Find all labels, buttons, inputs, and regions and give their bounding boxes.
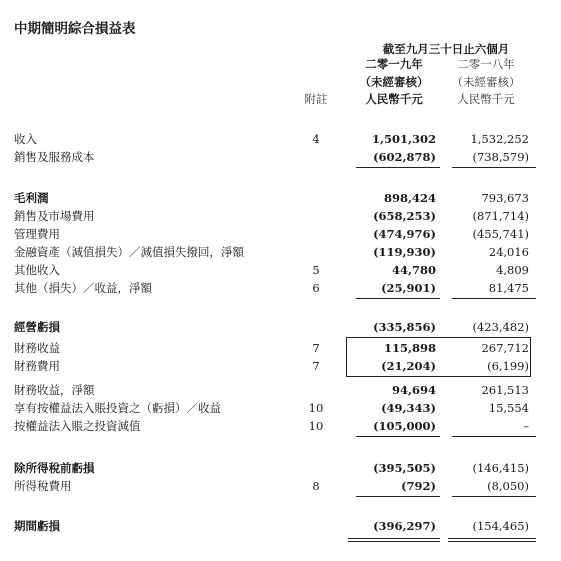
row-note: 10 [308, 401, 324, 415]
prior-unit: 人民幣千元 [457, 92, 515, 106]
table-row-income-tax [0, 477, 561, 495]
row-note: 4 [312, 132, 320, 146]
period-header: 截至九月三十日止六個月 [382, 42, 510, 56]
table-row-loss-before-tax [0, 459, 561, 477]
row-label: 財務費用 [14, 359, 60, 373]
table-row-finance-income [0, 339, 561, 357]
current-unit: 人民幣千元 [365, 92, 423, 106]
row-current-value: (474,976) [373, 227, 436, 241]
row-label: 按權益法入賬之投資減值 [14, 419, 141, 433]
table-row-net-finance-income [0, 381, 561, 399]
row-current-value: (21,204) [381, 359, 436, 373]
table-row-admin-expenses [0, 225, 561, 243]
row-label: 銷售及市場費用 [14, 209, 95, 223]
current-audit-status: （未經審核） [359, 74, 429, 89]
table-row-other-gains [0, 279, 561, 297]
table-row-loss-for-period [0, 517, 561, 535]
table-row-other-income [0, 261, 561, 279]
row-label: 財務收益 [14, 341, 60, 355]
row-prior-value: (146,415) [472, 461, 529, 475]
table-row-cost-of-sales [0, 148, 561, 166]
table-row-selling-expenses [0, 207, 561, 225]
row-prior-value: 1,532,252 [470, 132, 529, 146]
row-current-value: 115,898 [383, 341, 436, 355]
row-current-value: (395,505) [373, 461, 436, 475]
subtotal-rule-prior [452, 496, 536, 497]
double-underline-current-bottom [348, 541, 440, 542]
row-prior-value: 261,513 [481, 383, 529, 397]
subtotal-rule-prior [452, 298, 536, 299]
row-label: 管理費用 [14, 227, 60, 241]
row-label: 財務收益，淨額 [14, 383, 95, 397]
row-prior-value: (455,741) [472, 227, 529, 241]
row-prior-value: (6,199) [487, 359, 529, 373]
row-current-value: 1,501,302 [371, 132, 436, 146]
row-current-value: (602,878) [373, 150, 436, 164]
subtotal-rule-current [356, 167, 440, 168]
double-underline-prior-top [448, 538, 536, 539]
statement-title: 中期簡明綜合損益表 [14, 21, 136, 37]
row-prior-value: 81,475 [488, 281, 529, 295]
subtotal-rule-prior [452, 167, 536, 168]
row-label: 其他收入 [14, 263, 60, 277]
row-current-value: (49,343) [381, 401, 436, 415]
row-note: 7 [312, 341, 320, 355]
row-current-value: 898,424 [383, 191, 436, 205]
row-prior-value: 15,554 [488, 401, 529, 415]
table-row-investment-impairment [0, 417, 561, 435]
row-label: 銷售及服務成本 [14, 150, 95, 164]
row-label: 期間虧損 [14, 519, 60, 533]
table-row-share-of-associates [0, 399, 561, 417]
row-current-value: (25,901) [381, 281, 436, 295]
row-prior-value: (871,714) [472, 209, 529, 223]
subtotal-rule-current [356, 436, 440, 437]
double-underline-prior-bottom [448, 541, 536, 542]
subtotal-rule-current [356, 496, 440, 497]
row-note: 5 [312, 263, 320, 277]
table-row-finance-costs [0, 357, 561, 375]
row-current-value: (105,000) [373, 419, 436, 433]
row-label: 收入 [14, 132, 37, 146]
prior-year: 二零一八年 [457, 57, 515, 71]
row-label: 其他（損失）／收益，淨額 [14, 281, 152, 295]
row-label: 金融資產（減值損失）／減值損失撥回，淨額 [14, 245, 244, 259]
subtotal-rule-current [356, 298, 440, 299]
row-prior-value: (154,465) [472, 519, 529, 533]
double-underline-current-top [348, 538, 440, 539]
row-note: 7 [312, 359, 320, 373]
current-period-column-header [349, 56, 439, 109]
row-current-value: (119,930) [373, 245, 436, 259]
row-prior-value: 267,712 [481, 341, 529, 355]
row-prior-value: (423,482) [472, 320, 529, 334]
row-current-value: (396,297) [373, 519, 436, 533]
row-prior-value: 793,673 [481, 191, 529, 205]
subtotal-rule-prior [452, 436, 536, 437]
row-current-value: 44,780 [391, 263, 436, 277]
row-prior-value: (8,050) [487, 479, 529, 493]
row-prior-value: 24,016 [488, 245, 529, 259]
row-current-value: (335,856) [373, 320, 436, 334]
row-current-value: (792) [401, 479, 436, 493]
row-label: 所得稅費用 [14, 479, 72, 493]
current-year: 二零一九年 [365, 57, 423, 71]
row-label: 經營虧損 [14, 320, 60, 334]
row-note: 6 [312, 281, 320, 295]
prior-period-column-header [441, 56, 531, 109]
table-row-revenue [0, 130, 561, 148]
row-label: 毛利潤 [14, 191, 49, 205]
table-row-operating-loss [0, 318, 561, 336]
row-prior-value: – [523, 419, 529, 433]
row-label: 除所得稅前虧損 [14, 461, 95, 475]
row-prior-value: (738,579) [472, 150, 529, 164]
prior-audit-status: （未經審核） [451, 74, 521, 89]
row-current-value: 94,694 [391, 383, 436, 397]
table-row-gross-profit [0, 189, 561, 207]
table-row-impairment [0, 243, 561, 261]
row-label: 享有按權益法入賬投資之（虧損）／收益 [14, 401, 221, 415]
note-column-header: 附註 [304, 92, 328, 106]
row-note: 8 [312, 479, 320, 493]
row-note: 10 [308, 419, 324, 433]
row-current-value: (658,253) [373, 209, 436, 223]
row-prior-value: 4,809 [496, 263, 529, 277]
